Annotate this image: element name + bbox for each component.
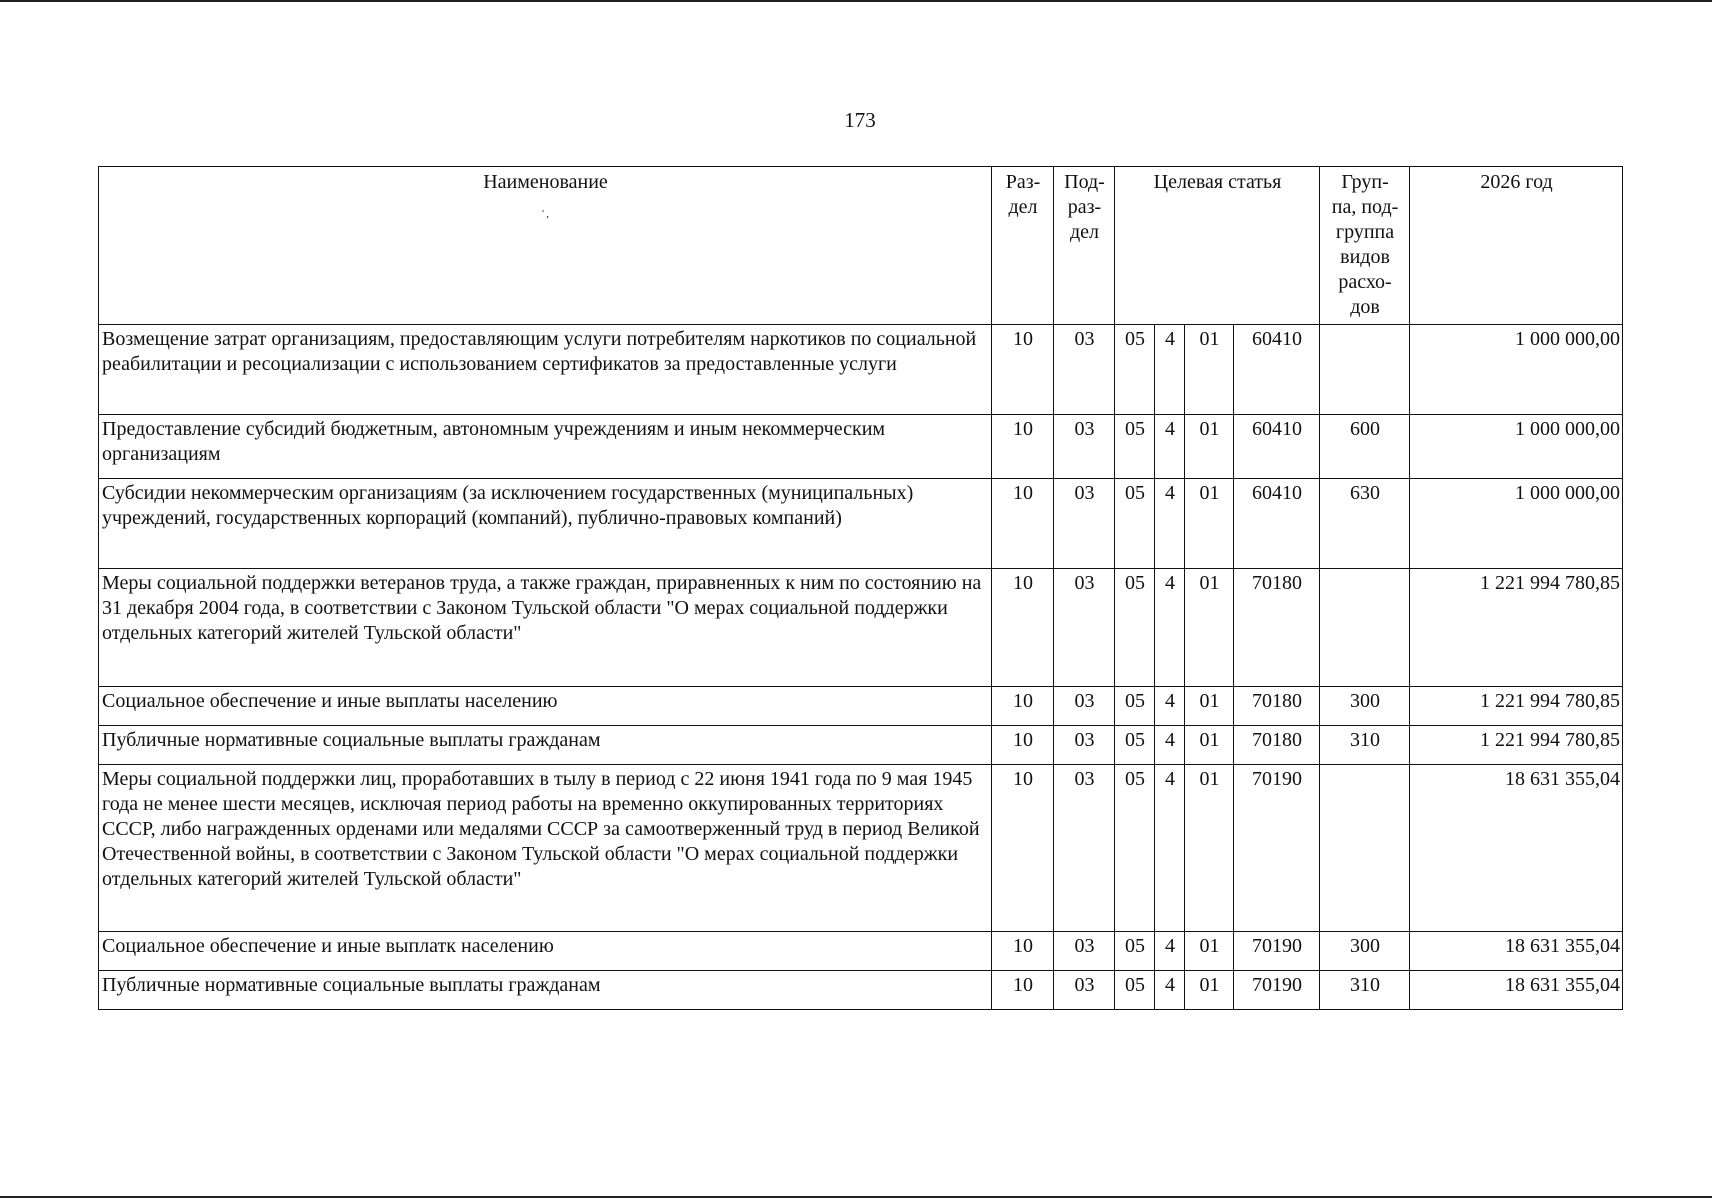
scan-edge-bottom <box>0 1196 1712 1198</box>
row-amount-cell: 18 631 355,04 <box>1410 765 1623 932</box>
row-subsection-cell: 03 <box>1054 687 1115 726</box>
row-amount-cell: 1 000 000,00 <box>1410 479 1623 569</box>
row-expense-group-cell: 310 <box>1320 726 1410 765</box>
row-amount-cell: 1 000 000,00 <box>1410 415 1623 479</box>
header-name-label: Наименование <box>483 171 608 193</box>
row-name-cell: Меры социальной поддержки лиц, проработавших в тылу в период с 22 июня 1941 года по 9 мая 1945 года не менее шести месяцев, исключая период работы на временно оккупированных территориях СССР, либо награжденных орденами или медалями СССР за самоотверженный труд в период Великой Отечественной войны, в соответствии с Законом Тульской области "О мерах социальной поддержки отдельных категорий жителей Тульской области" <box>99 765 992 932</box>
row-type-cell: 4 <box>1155 726 1185 765</box>
row-direction-cell: 70190 <box>1234 932 1320 971</box>
row-direction-cell: 60410 <box>1234 325 1320 415</box>
table-row <box>99 932 1623 971</box>
row-amount-cell: 1 221 994 780,85 <box>1410 569 1623 687</box>
row-amount-cell: 1 221 994 780,85 <box>1410 726 1623 765</box>
row-type-cell: 4 <box>1155 687 1185 726</box>
row-program-cell: 05 <box>1115 415 1155 479</box>
row-expense-group-cell: 600 <box>1320 415 1410 479</box>
row-expense-group-cell: 300 <box>1320 687 1410 726</box>
table-row <box>99 479 1623 569</box>
row-section-cell: 10 <box>992 479 1054 569</box>
row-section-cell: 10 <box>992 569 1054 687</box>
table-row <box>99 325 1623 415</box>
row-name-cell: Субсидии некоммерческим организациям (за исключением государственных (муниципальных) учреждений, государственных корпораций (компаний), публично-правовых компаний) <box>99 479 992 569</box>
row-program-cell: 05 <box>1115 932 1155 971</box>
row-type-cell: 4 <box>1155 415 1185 479</box>
row-type-cell: 4 <box>1155 569 1185 687</box>
table-body <box>99 325 1623 1010</box>
header-section: Раз- дел <box>992 167 1054 325</box>
row-amount-cell: 18 631 355,04 <box>1410 971 1623 1010</box>
row-name-cell: Социальное обеспечение и иные выплатк населению <box>99 932 992 971</box>
row-direction-cell: 70180 <box>1234 726 1320 765</box>
table-row <box>99 765 1623 932</box>
row-subprogram-cell: 01 <box>1185 479 1234 569</box>
row-subprogram-cell: 01 <box>1185 569 1234 687</box>
row-amount-cell: 1 000 000,00 <box>1410 325 1623 415</box>
scan-edge-top <box>0 0 1712 2</box>
row-subprogram-cell: 01 <box>1185 325 1234 415</box>
table-row <box>99 687 1623 726</box>
row-program-cell: 05 <box>1115 971 1155 1010</box>
row-program-cell: 05 <box>1115 479 1155 569</box>
row-section-cell: 10 <box>992 726 1054 765</box>
row-direction-cell: 70190 <box>1234 971 1320 1010</box>
row-section-cell: 10 <box>992 971 1054 1010</box>
row-subsection-cell: 03 <box>1054 479 1115 569</box>
row-direction-cell: 70180 <box>1234 687 1320 726</box>
row-expense-group-cell: 300 <box>1320 932 1410 971</box>
row-amount-cell: 1 221 994 780,85 <box>1410 687 1623 726</box>
row-program-cell: 05 <box>1115 765 1155 932</box>
row-subsection-cell: 03 <box>1054 971 1115 1010</box>
row-expense-group-cell <box>1320 765 1410 932</box>
row-program-cell: 05 <box>1115 325 1155 415</box>
row-type-cell: 4 <box>1155 765 1185 932</box>
row-subsection-cell: 03 <box>1054 569 1115 687</box>
row-program-cell: 05 <box>1115 726 1155 765</box>
row-subsection-cell: 03 <box>1054 415 1115 479</box>
row-subprogram-cell: 01 <box>1185 415 1234 479</box>
header-year: 2026 год <box>1410 167 1623 325</box>
row-section-cell: 10 <box>992 765 1054 932</box>
row-section-cell: 10 <box>992 687 1054 726</box>
row-subsection-cell: 03 <box>1054 726 1115 765</box>
row-name-cell: Социальное обеспечение и иные выплаты населению <box>99 687 992 726</box>
row-subprogram-cell: 01 <box>1185 765 1234 932</box>
row-type-cell: 4 <box>1155 325 1185 415</box>
row-expense-group-cell: 630 <box>1320 479 1410 569</box>
row-type-cell: 4 <box>1155 932 1185 971</box>
row-subprogram-cell: 01 <box>1185 971 1234 1010</box>
header-expense-group: Груп- па, под- группа видов расхо- дов <box>1320 167 1410 325</box>
table-header-row <box>99 167 1623 325</box>
row-subsection-cell: 03 <box>1054 765 1115 932</box>
row-name-cell: Публичные нормативные социальные выплаты гражданам <box>99 726 992 765</box>
row-subsection-cell: 03 <box>1054 325 1115 415</box>
row-subprogram-cell: 01 <box>1185 726 1234 765</box>
row-type-cell: 4 <box>1155 479 1185 569</box>
row-name-cell: Предоставление субсидий бюджетным, автономным учреждениям и иным некоммерческим организациям <box>99 415 992 479</box>
header-name <box>99 167 992 325</box>
header-target-article: Целевая статья <box>1115 167 1320 325</box>
row-program-cell: 05 <box>1115 569 1155 687</box>
row-direction-cell: 70190 <box>1234 765 1320 932</box>
row-expense-group-cell <box>1320 569 1410 687</box>
table-row <box>99 971 1623 1010</box>
page-number: 173 <box>844 108 876 132</box>
row-amount-cell: 18 631 355,04 <box>1410 932 1623 971</box>
row-expense-group-cell: 310 <box>1320 971 1410 1010</box>
row-direction-cell: 70180 <box>1234 569 1320 687</box>
row-section-cell: 10 <box>992 932 1054 971</box>
row-section-cell: 10 <box>992 325 1054 415</box>
row-type-cell: 4 <box>1155 971 1185 1010</box>
row-subprogram-cell: 01 <box>1185 687 1234 726</box>
row-section-cell: 10 <box>992 415 1054 479</box>
scan-mark: ' , <box>542 209 549 220</box>
row-name-cell: Публичные нормативные социальные выплаты гражданам <box>99 971 992 1010</box>
table-row <box>99 415 1623 479</box>
table-row <box>99 726 1623 765</box>
row-name-cell: Меры социальной поддержки ветеранов труда, а также граждан, приравненных к ним по состоянию на 31 декабря 2004 года, в соответствии с Законом Тульской области "О мерах социальной поддержки отдельных категорий жителей Тульской области" <box>99 569 992 687</box>
budget-table <box>98 166 1623 1010</box>
row-subprogram-cell: 01 <box>1185 932 1234 971</box>
table-row <box>99 569 1623 687</box>
header-subsection: Под- раз- дел <box>1054 167 1115 325</box>
row-program-cell: 05 <box>1115 687 1155 726</box>
row-expense-group-cell <box>1320 325 1410 415</box>
row-direction-cell: 60410 <box>1234 479 1320 569</box>
row-name-cell: Возмещение затрат организациям, предоставляющим услуги потребителям наркотиков по социальной реабилитации и ресоциализации с использованием сертификатов за предоставленные услуги <box>99 325 992 415</box>
row-subsection-cell: 03 <box>1054 932 1115 971</box>
row-direction-cell: 60410 <box>1234 415 1320 479</box>
